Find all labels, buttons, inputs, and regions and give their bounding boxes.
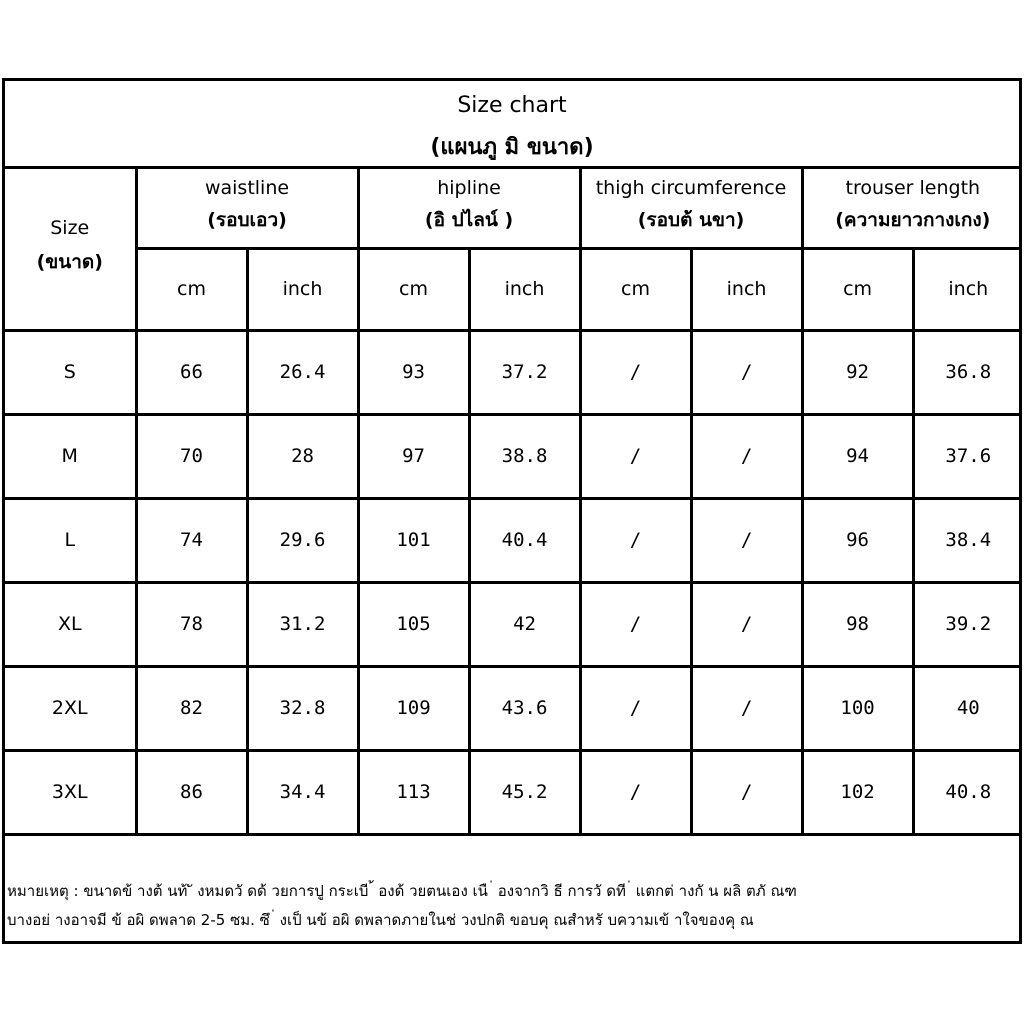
value-cell: 40.8 xyxy=(913,750,1022,834)
value-cell: / xyxy=(580,498,691,582)
table-row xyxy=(5,666,1022,750)
unit-header: inch xyxy=(247,248,358,330)
value-cell: 82 xyxy=(136,666,247,750)
group-label: trouser length xyxy=(845,177,981,200)
group-header-hipline xyxy=(358,166,580,248)
value-cell: 45.2 xyxy=(469,750,580,834)
title-area xyxy=(5,81,1019,169)
value-cell: 42 xyxy=(469,582,580,666)
table-row xyxy=(5,414,1022,498)
value-cell: 29.6 xyxy=(247,498,358,582)
size-header-cell xyxy=(5,166,136,330)
page-title-thai: (แผนภู มิ ขนาด) xyxy=(430,135,594,160)
unit-header: inch xyxy=(913,248,1022,330)
group-label-thai: (รอบเอว) xyxy=(207,209,287,232)
value-cell: / xyxy=(580,750,691,834)
table-row xyxy=(5,582,1022,666)
value-cell: / xyxy=(691,582,802,666)
unit-header: cm xyxy=(802,248,913,330)
unit-header: cm xyxy=(358,248,469,330)
unit-header: inch xyxy=(469,248,580,330)
size-table xyxy=(5,166,1022,836)
group-label-thai: (อิ ปไลน์ ) xyxy=(424,209,514,232)
group-header-thigh xyxy=(580,166,802,248)
value-cell: 31.2 xyxy=(247,582,358,666)
value-cell: 94 xyxy=(802,414,913,498)
unit-header: cm xyxy=(580,248,691,330)
size-cell: S xyxy=(5,330,136,414)
value-cell: 78 xyxy=(136,582,247,666)
value-cell: / xyxy=(580,582,691,666)
group-label: waistline xyxy=(204,177,290,200)
value-cell: / xyxy=(580,330,691,414)
value-cell: / xyxy=(580,414,691,498)
group-label: thigh circumference xyxy=(595,177,787,200)
value-cell: 113 xyxy=(358,750,469,834)
footnote-line: บางอย่ างอาจมี ข้ อผิ ดพลาด 2-5 ซม. ซึ ่ งเป็ นข้ อผิ ดพลาดภายในช่ วงปกติ ขอบคุ ณสำหรั บความเข้ าใจของคุ ณ xyxy=(7,911,754,929)
size-cell: M xyxy=(5,414,136,498)
value-cell: / xyxy=(580,666,691,750)
value-cell: 43.6 xyxy=(469,666,580,750)
group-label: hipline xyxy=(437,177,501,200)
value-cell: 93 xyxy=(358,330,469,414)
header-row-groups xyxy=(5,166,1022,248)
size-cell: L xyxy=(5,498,136,582)
value-cell: 105 xyxy=(358,582,469,666)
value-cell: 98 xyxy=(802,582,913,666)
value-cell: / xyxy=(691,330,802,414)
size-header-label-thai: (ขนาด) xyxy=(36,251,103,274)
footnote-line: หมายเหตุ : ขนาดข้ างต้ นท้ ั งหมดวั ดด้ วยการปู กระเบี ้ องด้ วยตนเอง เนื ่ องจากวิ ธี การวั ดที ่ แตกต่ างกั น ผลิ ตภั ณฑ xyxy=(7,882,797,900)
value-cell: 70 xyxy=(136,414,247,498)
value-cell: 34.4 xyxy=(247,750,358,834)
page-title: Size chart xyxy=(457,93,567,118)
value-cell: 102 xyxy=(802,750,913,834)
unit-header: cm xyxy=(136,248,247,330)
group-header-waistline xyxy=(136,166,358,248)
value-cell: 40 xyxy=(913,666,1022,750)
value-cell: 26.4 xyxy=(247,330,358,414)
group-label-thai: (รอบต้ นขา) xyxy=(637,209,745,232)
value-cell: 74 xyxy=(136,498,247,582)
unit-header: inch xyxy=(691,248,802,330)
value-cell: / xyxy=(691,498,802,582)
table-row xyxy=(5,330,1022,414)
value-cell: / xyxy=(691,750,802,834)
value-cell: 86 xyxy=(136,750,247,834)
footnote xyxy=(5,861,1019,941)
value-cell: 37.2 xyxy=(469,330,580,414)
value-cell: 97 xyxy=(358,414,469,498)
size-cell: XL xyxy=(5,582,136,666)
value-cell: 100 xyxy=(802,666,913,750)
value-cell: 39.2 xyxy=(913,582,1022,666)
value-cell: / xyxy=(691,414,802,498)
value-cell: / xyxy=(691,666,802,750)
size-chart-frame xyxy=(2,78,1022,944)
value-cell: 92 xyxy=(802,330,913,414)
value-cell: 38.8 xyxy=(469,414,580,498)
value-cell: 38.4 xyxy=(913,498,1022,582)
value-cell: 32.8 xyxy=(247,666,358,750)
group-label-thai: (ความยาวกางเกง) xyxy=(835,209,991,232)
value-cell: 66 xyxy=(136,330,247,414)
value-cell: 40.4 xyxy=(469,498,580,582)
value-cell: 37.6 xyxy=(913,414,1022,498)
table-row xyxy=(5,498,1022,582)
table-row xyxy=(5,750,1022,834)
value-cell: 96 xyxy=(802,498,913,582)
size-cell: 3XL xyxy=(5,750,136,834)
size-header-label: Size xyxy=(50,217,90,240)
header-row-units xyxy=(5,248,1022,330)
value-cell: 101 xyxy=(358,498,469,582)
value-cell: 36.8 xyxy=(913,330,1022,414)
value-cell: 28 xyxy=(247,414,358,498)
group-header-trouser-length xyxy=(802,166,1022,248)
value-cell: 109 xyxy=(358,666,469,750)
size-cell: 2XL xyxy=(5,666,136,750)
